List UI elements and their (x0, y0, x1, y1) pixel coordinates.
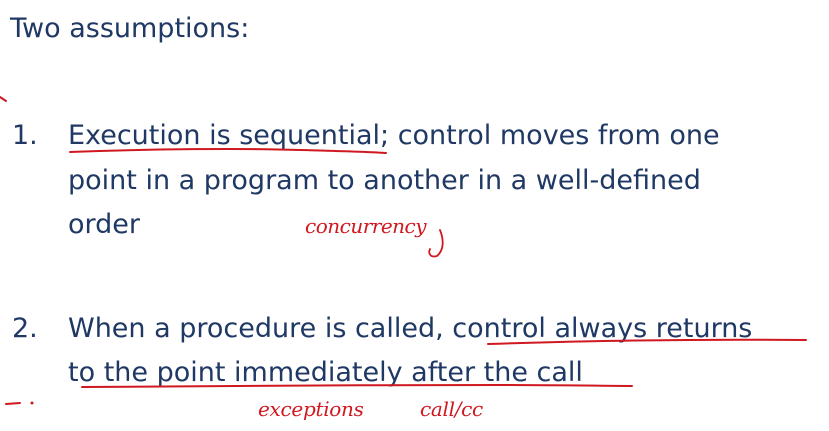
item-2-line-1: When a procedure is called, control always returns (68, 313, 753, 344)
item-2-number: 2. (12, 313, 38, 344)
item-1-line-3: order (68, 209, 140, 240)
margin-dash-bottom (6, 403, 20, 404)
concurrency-tail (429, 230, 442, 256)
item-1-line-1: Execution is sequential; control moves from one (68, 120, 720, 151)
annotation-exceptions: exceptions (258, 397, 364, 421)
margin-dot (31, 402, 34, 405)
annotation-concurrency: concurrency (305, 214, 427, 238)
slide-heading: Two assumptions: (10, 13, 250, 44)
margin-tick-top (0, 97, 6, 101)
item-1-line-2: point in a program to another in a well-defined (68, 165, 701, 196)
item-2-line-2: to the point immediately after the call (68, 357, 583, 388)
item-1-number: 1. (12, 120, 38, 151)
annotation-call-cc: call/cc (420, 397, 483, 421)
